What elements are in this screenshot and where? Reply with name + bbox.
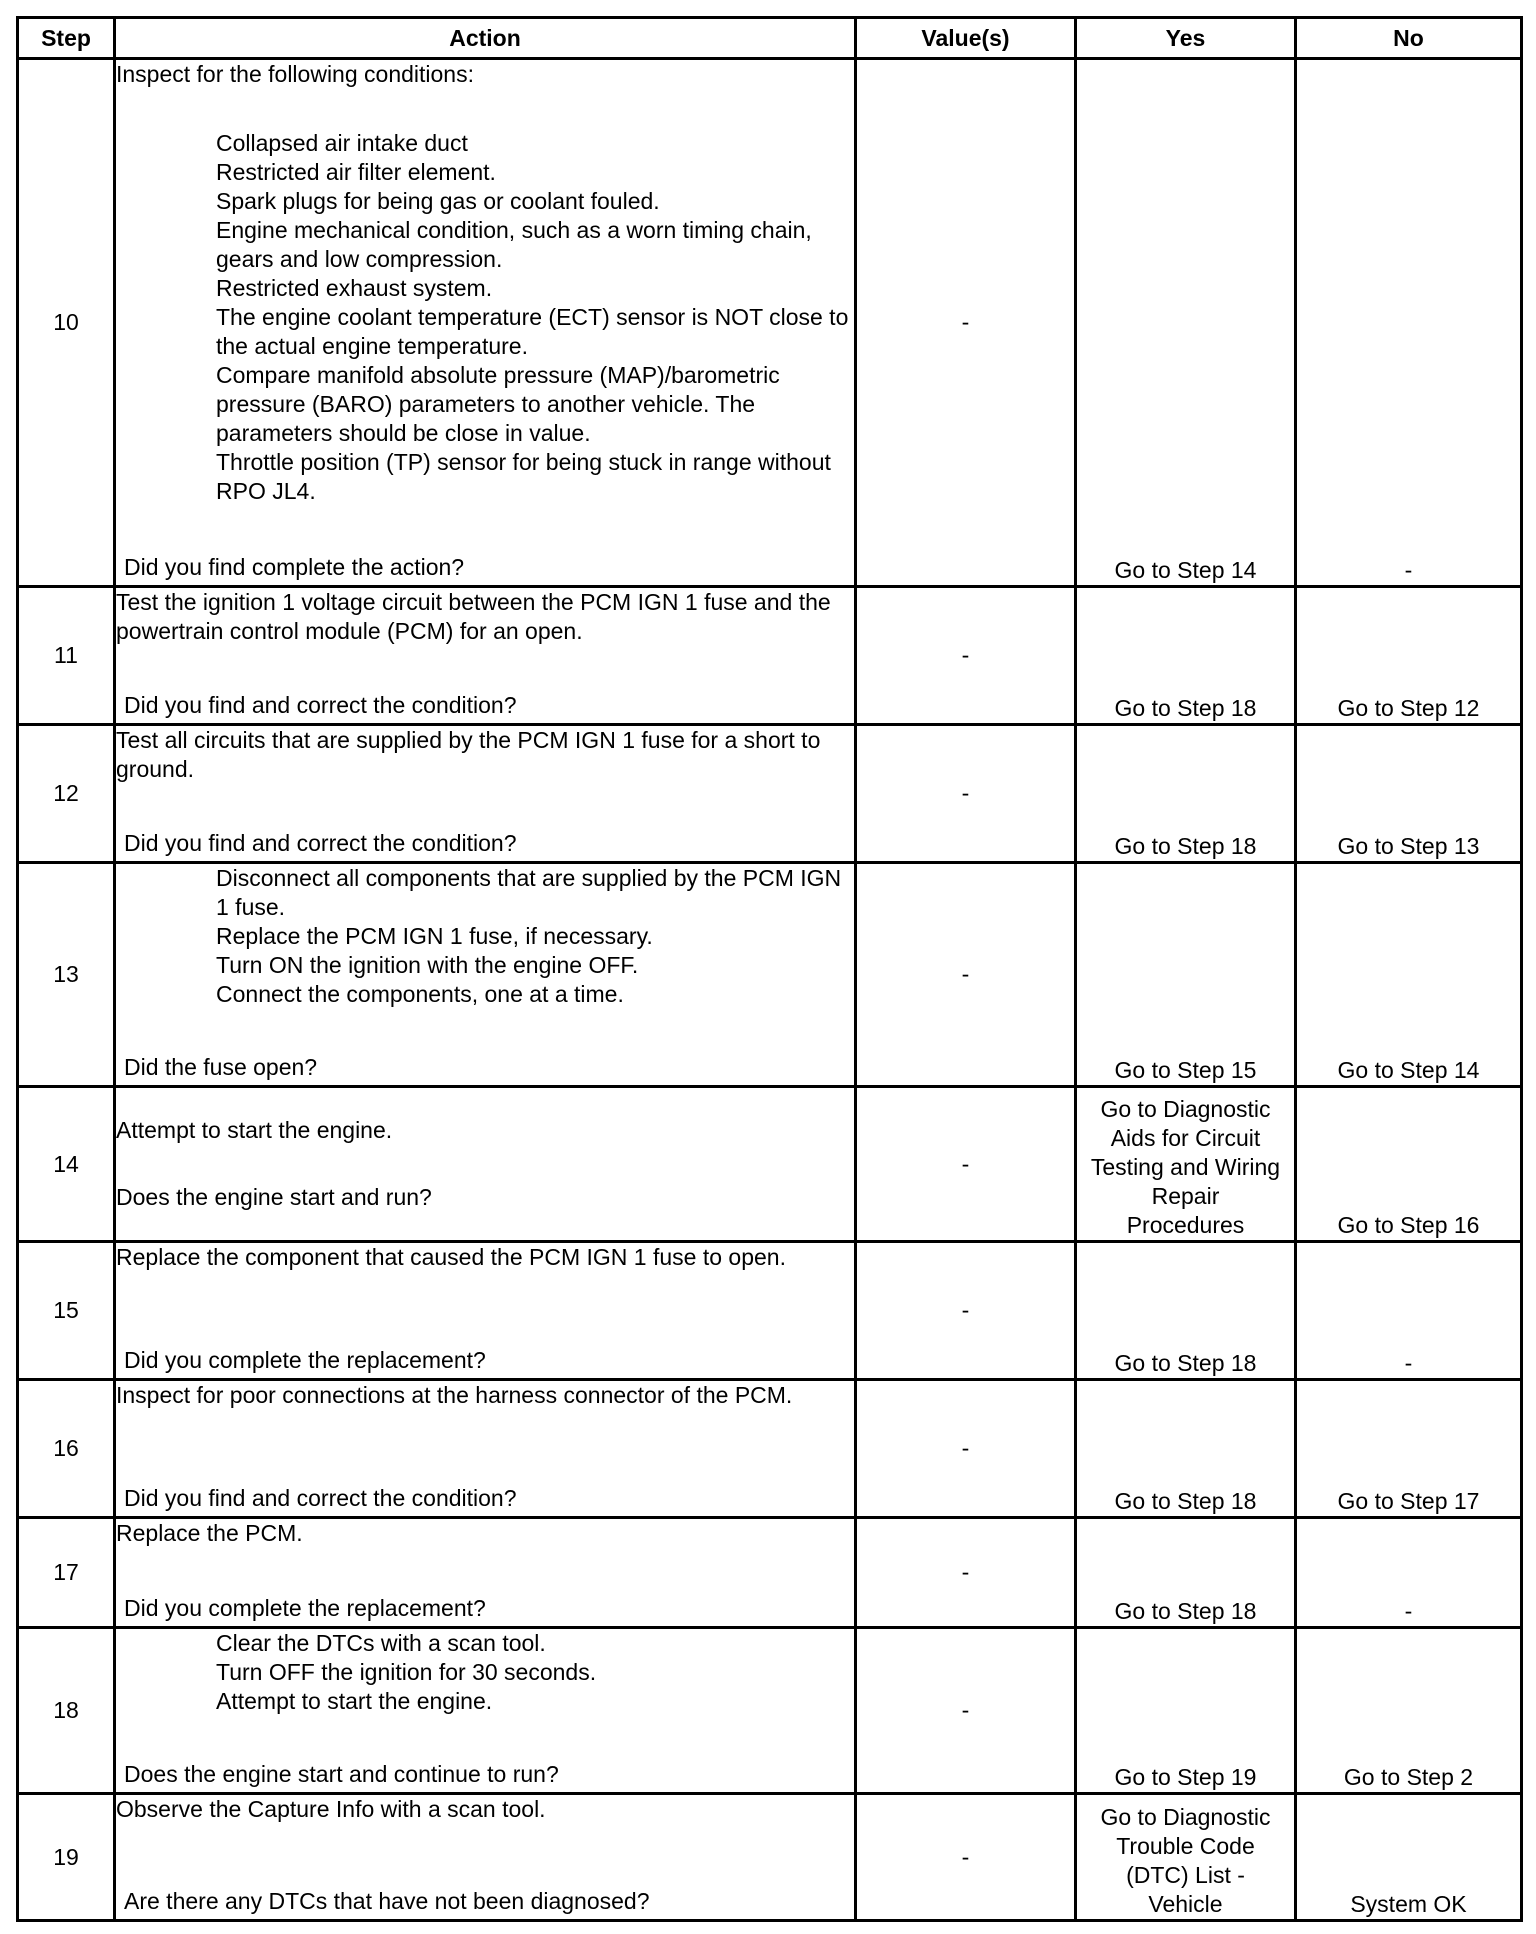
yes-cell-text: Go to Diagnostic Aids for Circuit Testing and Wiring Repair Procedures — [1090, 1096, 1281, 1238]
action-question: Does the engine start and run? — [116, 1184, 432, 1210]
header-action: Action — [115, 18, 856, 59]
value-cell: - — [856, 1628, 1076, 1794]
list-item: Restricted exhaust system. — [216, 275, 493, 301]
list-item: The engine coolant temperature (ECT) sensor is NOT close to the actual engine temperature. — [216, 304, 849, 359]
action-cell — [115, 725, 856, 863]
table-row — [18, 1628, 1522, 1794]
value-cell: - — [856, 1518, 1076, 1628]
diagnostic-table-sheet — [16, 16, 1520, 1922]
action-cell — [115, 1628, 856, 1794]
list-item: Turn ON the ignition with the engine OFF. — [216, 952, 639, 978]
list-item: Restricted air filter element. — [216, 159, 496, 185]
no-cell: System OK — [1296, 1794, 1522, 1921]
action-question: Did you find and correct the condition? — [124, 830, 517, 856]
action-intro: Inspect for the following conditions: — [116, 61, 474, 87]
action-intro: Attempt to start the engine. — [116, 1117, 393, 1143]
action-intro: Replace the component that caused the PCM IGN 1 fuse to open. — [116, 1244, 786, 1270]
value-cell: - — [856, 1380, 1076, 1518]
step-number: 17 — [18, 1518, 115, 1628]
action-cell — [115, 59, 856, 587]
yes-cell-text: Go to Diagnostic Trouble Code (DTC) List - Vehicle — [1100, 1804, 1271, 1917]
procedure-list — [116, 1629, 854, 1716]
action-cell — [115, 1242, 856, 1380]
value-cell: - — [856, 1242, 1076, 1380]
list-item: Replace the PCM IGN 1 fuse, if necessary. — [216, 923, 653, 949]
step-number: 14 — [18, 1087, 115, 1242]
condition-list — [116, 129, 854, 506]
yes-cell — [1076, 1794, 1296, 1921]
action-cell — [115, 1380, 856, 1518]
list-item: Turn OFF the ignition for 30 seconds. — [216, 1659, 597, 1685]
no-cell: - — [1296, 1242, 1522, 1380]
table-row — [18, 59, 1522, 587]
list-item: Compare manifold absolute pressure (MAP)/barometric pressure (BARO) parameters to another vehicle. The parameters should be close in value. — [216, 362, 780, 446]
action-question: Did the fuse open? — [124, 1054, 318, 1080]
list-item: Engine mechanical condition, such as a worn timing chain, gears and low compression. — [216, 217, 812, 272]
yes-cell: Go to Step 19 — [1076, 1628, 1296, 1794]
yes-cell: Go to Step 18 — [1076, 725, 1296, 863]
list-item: Collapsed air intake duct — [216, 130, 468, 156]
action-question: Did you find and correct the condition? — [124, 692, 517, 718]
action-cell — [115, 1794, 856, 1921]
yes-cell: Go to Step 18 — [1076, 1518, 1296, 1628]
value-cell: - — [856, 1794, 1076, 1921]
action-question: Did you complete the replacement? — [124, 1595, 486, 1621]
step-number: 16 — [18, 1380, 115, 1518]
procedure-list — [116, 864, 854, 1009]
action-question: Did you complete the replacement? — [124, 1347, 486, 1373]
header-no: No — [1296, 18, 1522, 59]
header-yes: Yes — [1076, 18, 1296, 59]
step-number: 13 — [18, 863, 115, 1087]
step-number: 15 — [18, 1242, 115, 1380]
no-cell: Go to Step 12 — [1296, 587, 1522, 725]
table-row — [18, 863, 1522, 1087]
no-cell: - — [1296, 1518, 1522, 1628]
table-row — [18, 587, 1522, 725]
action-question: Does the engine start and continue to run? — [124, 1761, 559, 1787]
list-item: Spark plugs for being gas or coolant fouled. — [216, 188, 660, 214]
value-cell: - — [856, 725, 1076, 863]
yes-cell — [1076, 1087, 1296, 1242]
action-intro: Inspect for poor connections at the harness connector of the PCM. — [116, 1382, 793, 1408]
no-cell: Go to Step 13 — [1296, 725, 1522, 863]
yes-cell: Go to Step 18 — [1076, 587, 1296, 725]
list-item: Throttle position (TP) sensor for being stuck in range without RPO JL4. — [216, 449, 831, 504]
value-cell: - — [856, 863, 1076, 1087]
header-row — [18, 18, 1522, 59]
action-cell — [115, 1518, 856, 1628]
value-cell: - — [856, 587, 1076, 725]
no-cell: Go to Step 14 — [1296, 863, 1522, 1087]
action-intro: Test the ignition 1 voltage circuit between the PCM IGN 1 fuse and the powertrain control module (PCM) for an open. — [116, 589, 831, 644]
no-cell: - — [1296, 59, 1522, 587]
action-question: Are there any DTCs that have not been diagnosed? — [124, 1888, 650, 1914]
step-number: 11 — [18, 587, 115, 725]
value-cell: - — [856, 1087, 1076, 1242]
yes-cell: Go to Step 18 — [1076, 1242, 1296, 1380]
no-cell: Go to Step 16 — [1296, 1087, 1522, 1242]
no-cell: Go to Step 2 — [1296, 1628, 1522, 1794]
table-row — [18, 1087, 1522, 1242]
action-cell — [115, 1087, 856, 1242]
yes-cell: Go to Step 15 — [1076, 863, 1296, 1087]
action-intro: Observe the Capture Info with a scan tool. — [116, 1796, 546, 1822]
value-cell: - — [856, 59, 1076, 587]
step-number: 18 — [18, 1628, 115, 1794]
yes-cell: Go to Step 14 — [1076, 59, 1296, 587]
action-question: Did you find and correct the condition? — [124, 1485, 517, 1511]
step-number: 12 — [18, 725, 115, 863]
diagnostic-table — [16, 16, 1523, 1922]
table-row — [18, 1518, 1522, 1628]
list-item: Clear the DTCs with a scan tool. — [216, 1630, 546, 1656]
list-item: Connect the components, one at a time. — [216, 981, 624, 1007]
action-cell — [115, 863, 856, 1087]
action-question: Did you find complete the action? — [124, 554, 465, 580]
step-number: 10 — [18, 59, 115, 587]
action-cell — [115, 587, 856, 725]
action-intro: Replace the PCM. — [116, 1520, 303, 1546]
table-row — [18, 1380, 1522, 1518]
table-row — [18, 1242, 1522, 1380]
header-step: Step — [18, 18, 115, 59]
step-number: 19 — [18, 1794, 115, 1921]
no-cell: Go to Step 17 — [1296, 1380, 1522, 1518]
list-item: Attempt to start the engine. — [216, 1688, 493, 1714]
header-values: Value(s) — [856, 18, 1076, 59]
table-row — [18, 1794, 1522, 1921]
table-row — [18, 725, 1522, 863]
action-intro: Test all circuits that are supplied by the PCM IGN 1 fuse for a short to ground. — [116, 727, 821, 782]
list-item: Disconnect all components that are supplied by the PCM IGN 1 fuse. — [216, 865, 842, 920]
yes-cell: Go to Step 18 — [1076, 1380, 1296, 1518]
